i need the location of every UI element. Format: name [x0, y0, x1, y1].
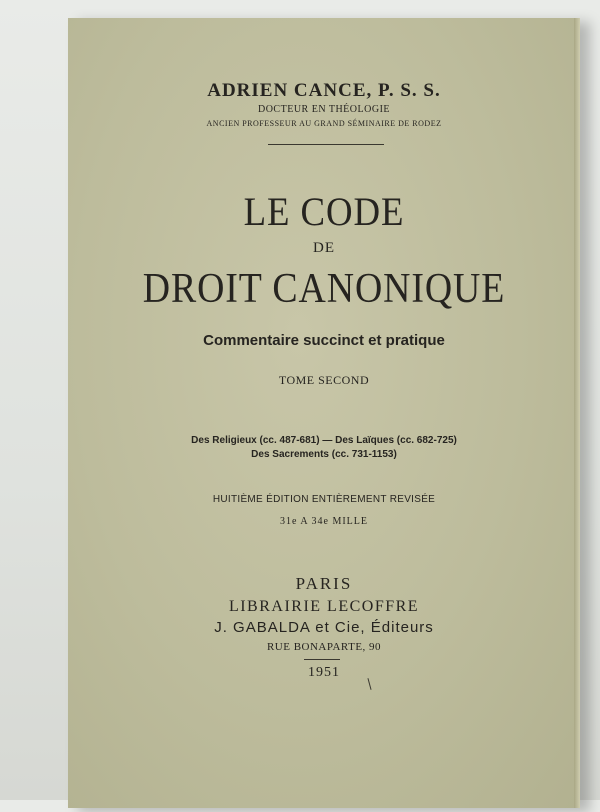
edition-note: HUITIÈME ÉDITION ENTIÈREMENT REVISÉE: [212, 494, 436, 505]
author-name: ADRIEN CANCE, P. S. S.: [207, 80, 441, 101]
title-line-1: LE CODE: [243, 189, 405, 234]
title-connector: DE: [313, 240, 335, 256]
subtitle: Commentaire succinct et pratique: [203, 332, 445, 349]
author-degree: DOCTEUR EN THÉOLOGIE: [257, 104, 391, 115]
title-line-2: DROIT CANONIQUE: [142, 266, 506, 312]
short-rule: [304, 659, 340, 660]
book-cover: [68, 18, 580, 808]
publisher-line-2: J. GABALDA et Cie, Éditeurs: [214, 619, 434, 636]
contents-line-2: Des Sacrements (cc. 731-1153): [251, 449, 397, 460]
page-edge: [574, 18, 580, 808]
publisher-address: RUE BONAPARTE, 90: [266, 641, 382, 653]
contents-line-1: Des Religieux (cc. 487-681) — Des Laïques (cc. 682-725): [191, 435, 457, 446]
print-run: 31e A 34e MILLE: [279, 516, 369, 527]
publisher-city: PARIS: [295, 574, 353, 593]
divider-rule: [268, 144, 384, 145]
author-former-position: ANCIEN PROFESSEUR AU GRAND SÉMINAIRE DE RODEZ: [206, 119, 442, 128]
volume-label: TOME SECOND: [278, 373, 370, 387]
publisher-line-1: LIBRAIRIE LECOFFRE: [228, 598, 420, 615]
publication-year: 1951: [308, 665, 340, 680]
